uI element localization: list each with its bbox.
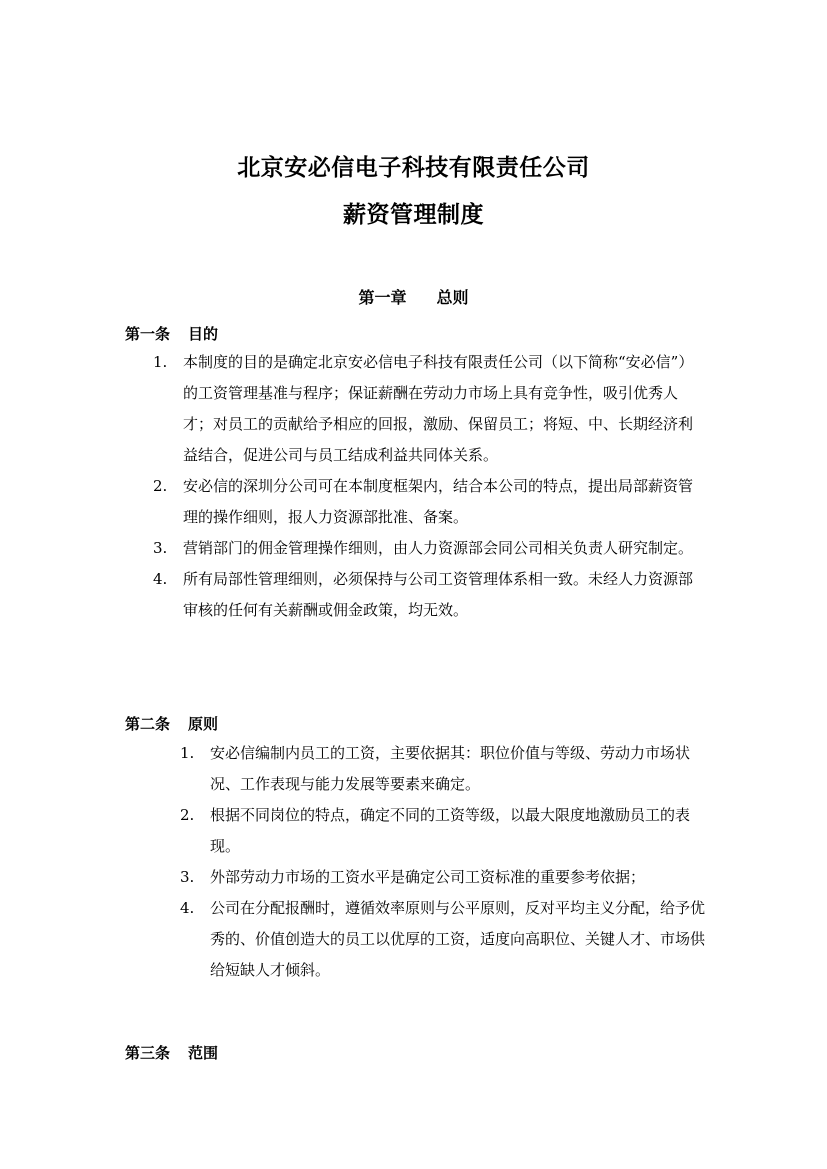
list-item-text: 公司在分配报酬时，遵循效率原则与公平原则，反对平均主义分配，给予优秀的、价值创造大的员工以优厚的工资，适度向高职位、关键人才、市场供给短缺人才倾斜。 [210,899,706,979]
chapter-heading [0,285,827,308]
list-item-text: 安必信的深圳分公司可在本制度框架内，结合本公司的特点，提出局部薪资管理的操作细则，报人力资源部批准、备案。 [183,477,694,526]
list-item-number: 4. [153,570,168,588]
list-item-number: 1. [180,744,195,762]
list-item [153,471,705,533]
list-item-text: 根据不同岗位的特点，确定不同的工资等级，以最大限度地激励员工的表现。 [210,806,691,855]
list-item-number: 2. [153,477,168,495]
article-number: 第三条 [125,1044,171,1062]
list-item-number: 1. [153,353,168,371]
article-heading-3 [125,1042,218,1063]
list-item-number: 4. [180,899,195,917]
company-title: 北京安必信电子科技有限责任公司 [237,154,590,181]
list-item-number: 2. [180,806,195,824]
article-name: 范围 [188,1044,219,1062]
article-number: 第二条 [125,715,171,733]
list-item-text: 本制度的目的是确定北京安必信电子科技有限责任公司（以下简称“安必信”）的工资管理基准与程序；保证薪酬在劳动力市场上具有竞争性，吸引优秀人才；对员工的贡献给予相应的回报，激励、保留员工；将短、中、长期经济利益结合，促进公司与员工结成利益共同体关系。 [183,353,694,464]
list-item-number: 3. [180,868,195,886]
list-item-text: 营销部门的佣金管理操作细则，由人力资源部会同公司相关负责人研究制定。 [183,539,694,557]
article-number: 第一条 [125,325,171,343]
article-heading-1 [125,323,218,344]
chapter-number: 第一章 [358,288,407,307]
list-item [180,862,705,893]
list-item-text: 外部劳动力市场的工资水平是确定公司工资标准的重要参考依据； [210,868,646,886]
list-item [180,738,705,800]
list-item-text: 所有局部性管理细则，必须保持与公司工资管理体系相一致。未经人力资源部审核的任何有关薪酬或佣金政策，均无效。 [183,570,694,619]
list-item [153,533,705,564]
article-1-list [153,347,705,626]
article-heading-2 [125,713,218,734]
article-name: 原则 [188,715,219,733]
article-name: 目的 [188,325,219,343]
list-item [153,347,705,471]
chapter-name: 总则 [436,288,469,307]
list-item [180,800,705,862]
list-item-text: 安必信编制内员工的工资，主要依据其：职位价值与等级、劳动力市场状况、工作表现与能力发展等要素来确定。 [210,744,691,793]
list-item-number: 3. [153,539,168,557]
list-item [180,893,706,986]
list-item [153,564,705,626]
article-2-list [180,738,706,986]
document-title: 薪资管理制度 [343,201,484,228]
